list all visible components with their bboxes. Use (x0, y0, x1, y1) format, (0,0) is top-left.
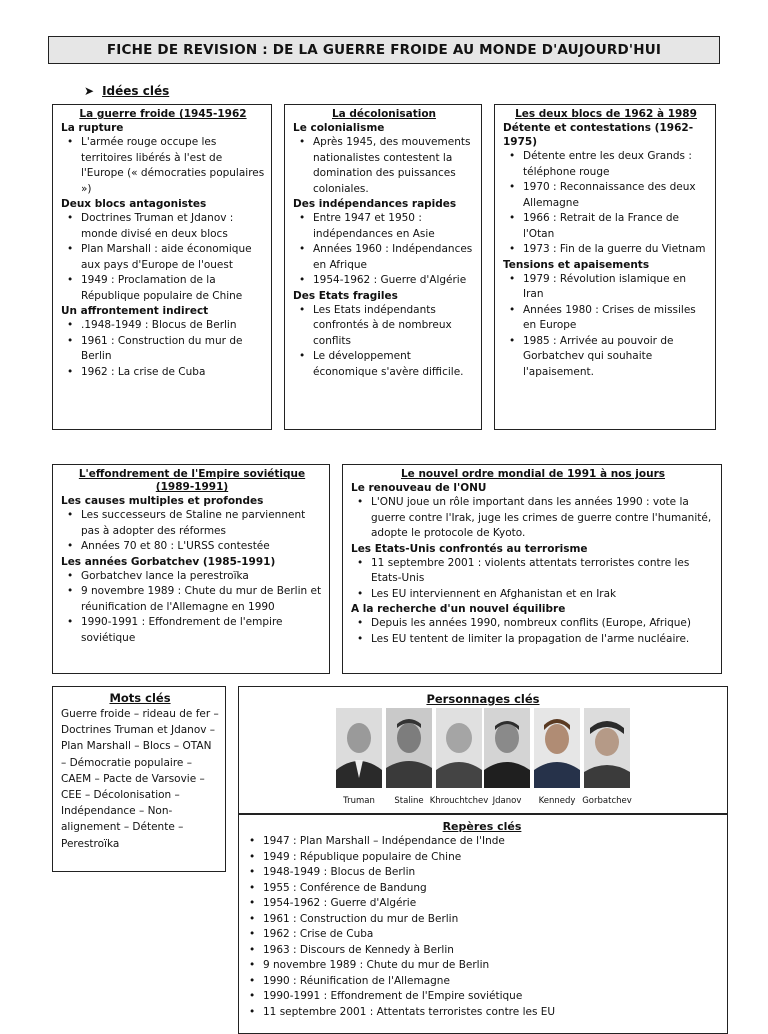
person-name: Gorbatchev (582, 796, 632, 806)
key-people-heading: Personnages clés (426, 692, 540, 706)
list-item: • 1949 : République populaire de Chine (243, 850, 721, 866)
new-world-order-box (342, 464, 722, 674)
list-item: • Doctrines Truman et Jdanov : monde divisé en deux blocs (61, 211, 265, 242)
list-item: • 9 novembre 1989 : Chute du mur de Berlin et réunification de l'Allemagne en 1990 (61, 584, 323, 615)
list-item: • Depuis les années 1990, nombreux conflits (Europe, Afrique) (351, 616, 715, 632)
list-item: • 1955 : Conférence de Bandung (243, 881, 721, 897)
portrait-strip (330, 708, 632, 808)
list-item: • 1949 : Proclamation de la République populaire de Chine (61, 273, 265, 304)
list-item: • Le développement économique s'avère difficile. (293, 349, 475, 380)
list-item: • 1990 : Réunification de l'Allemagne (243, 974, 721, 990)
new-world-order-heading: Le nouvel ordre mondial de 1991 à nos jours (400, 468, 666, 480)
keywords-heading: Mots clés (109, 691, 171, 705)
list-item: • 1954-1962 : Guerre d'Algérie (243, 896, 721, 912)
list-item: • Gorbatchev lance la perestroïka (61, 569, 323, 585)
list-item: • L'ONU joue un rôle important dans les années 1990 : vote la guerre contre l'Irak, juge les crimes de guerre contre l'humanité, adopte le protocole de Kyoto. (351, 495, 715, 542)
list-item: • Les EU tentent de limiter la propagation de l'arme nucléaire. (351, 632, 715, 648)
cold-war-heading: La guerre froide (1945-1962 (79, 108, 247, 120)
portrait-jdanov (484, 708, 530, 788)
section-title: Des indépendances rapides (293, 198, 457, 210)
person-name: Jdanov (492, 796, 522, 806)
list-item: • Années 1980 : Crises de missiles en Europe (503, 303, 709, 334)
arrow-right-icon: ➤ (84, 84, 95, 98)
section-title: Des Etats fragiles (293, 289, 398, 302)
person-name: Truman (343, 796, 375, 806)
list-item: • 1970 : Reconnaissance des deux Allemagne (503, 180, 709, 211)
soviet-collapse-box (52, 464, 330, 674)
list-item: • 1979 : Révolution islamique en Iran (503, 272, 709, 303)
page-title: FICHE DE REVISION : DE LA GUERRE FROIDE AU MONDE D'AUJOURD'HUI (48, 36, 720, 64)
section-title: Le colonialisme (293, 122, 385, 134)
list-item: • L'armée rouge occupe les territoires libérés à l'est de l'Europe (« démocraties populaires ») (61, 135, 265, 197)
list-item: • Années 1960 : Indépendances en Afrique (293, 242, 475, 273)
list-item: • 1962 : La crise de Cuba (61, 365, 265, 381)
section-title: Le renouveau de l'ONU (351, 482, 487, 494)
list-item: • 1966 : Retrait de la France de l'Otan (503, 211, 709, 242)
list-item: • 1961 : Construction du mur de Berlin (243, 912, 721, 928)
portrait-staline (386, 708, 432, 788)
section-title: Les années Gorbatchev (1985-1991) (61, 555, 276, 568)
two-blocs-box (494, 104, 716, 430)
keywords-text: Guerre froide – rideau de fer – Doctrines Truman et Jdanov – Plan Marshall – Blocs – OTAN – Démocratie populaire – CAEM – Pacte de Varsovie – CEE – Décolonisation – Indépendance – Non-alignement – Détente – Perestroïka (61, 708, 219, 850)
section-title: Tensions et apaisements (503, 258, 650, 271)
list-item: • Les Etats indépendants confrontés à de nombreux conflits (293, 303, 475, 350)
landmarks-box (238, 814, 728, 1034)
list-item: • 1947 : Plan Marshall – Indépendance de l'Inde (243, 834, 721, 850)
portrait-gorbatchev (584, 708, 630, 788)
section-title: Les causes multiples et profondes (61, 495, 264, 507)
list-item: • 1948-1949 : Blocus de Berlin (243, 865, 721, 881)
list-item: • 11 septembre 2001 : violents attentats terroristes contre les Etats-Unis (351, 556, 715, 587)
two-blocs-heading: Les deux blocs de 1962 à 1989 (515, 108, 697, 120)
list-item: • 1985 : Arrivée au pouvoir de Gorbatchev qui souhaite l'apaisement. (503, 334, 709, 381)
list-item: • Les EU interviennent en Afghanistan et en Irak (351, 587, 715, 603)
list-item: • 1962 : Crise de Cuba (243, 927, 721, 943)
section-title: A la recherche d'un nouvel équilibre (351, 603, 566, 615)
list-item: • Années 70 et 80 : L'URSS contestée (61, 539, 323, 555)
cold-war-box (52, 104, 272, 430)
list-item: • Détente entre les deux Grands : téléphone rouge (503, 149, 709, 180)
keywords-box (52, 686, 226, 872)
list-item: • 1973 : Fin de la guerre du Vietnam (503, 242, 709, 258)
list-item: • 1961 : Construction du mur de Berlin (61, 334, 265, 365)
list-item: • 1954-1962 : Guerre d'Algérie (293, 273, 475, 289)
section-title: Les Etats-Unis confrontés au terrorisme (351, 542, 588, 555)
list-item: • 1990-1991 : Effondrement de l'empire soviétique (61, 615, 323, 646)
person-name: Kennedy (538, 796, 576, 806)
decolonisation-box (284, 104, 482, 430)
section-title: La rupture (61, 122, 124, 134)
landmarks-heading: Repères clés (442, 820, 522, 833)
portrait-kennedy (534, 708, 580, 788)
list-item: • 9 novembre 1989 : Chute du mur de Berlin (243, 958, 721, 974)
person-name: Staline (394, 796, 424, 806)
list-item: • Les successeurs de Staline ne parviennent pas à adopter des réformes (61, 508, 323, 539)
list-item: • Après 1945, des mouvements nationalistes contestent la domination des puissances coloniales. (293, 135, 475, 197)
section-title: Deux blocs antagonistes (61, 198, 207, 210)
portrait-khrouchtchev (436, 708, 482, 788)
decolonisation-heading: La décolonisation (331, 108, 437, 120)
list-item: • 1990-1991 : Effondrement de l'Empire soviétique (243, 989, 721, 1005)
section-title: Détente et contestations (1962-1975) (503, 122, 694, 148)
list-item: • 1963 : Discours de Kennedy à Berlin (243, 943, 721, 959)
list-item: • .1948-1949 : Blocus de Berlin (61, 318, 265, 334)
ideas-heading (84, 84, 169, 98)
portrait-truman (336, 708, 382, 788)
list-item: • Entre 1947 et 1950 : indépendances en Asie (293, 211, 475, 242)
list-item: • Plan Marshall : aide économique aux pays d'Europe de l'ouest (61, 242, 265, 273)
section-title: Un affrontement indirect (61, 305, 209, 317)
person-name: Khrouchtchev (429, 796, 489, 806)
ideas-heading-label: Idées clés (102, 84, 170, 98)
list-item: • 11 septembre 2001 : Attentats terroristes contre les EU (243, 1005, 721, 1021)
soviet-collapse-heading: L'effondrement de l'Empire soviétique (1989-1991) (78, 468, 306, 493)
